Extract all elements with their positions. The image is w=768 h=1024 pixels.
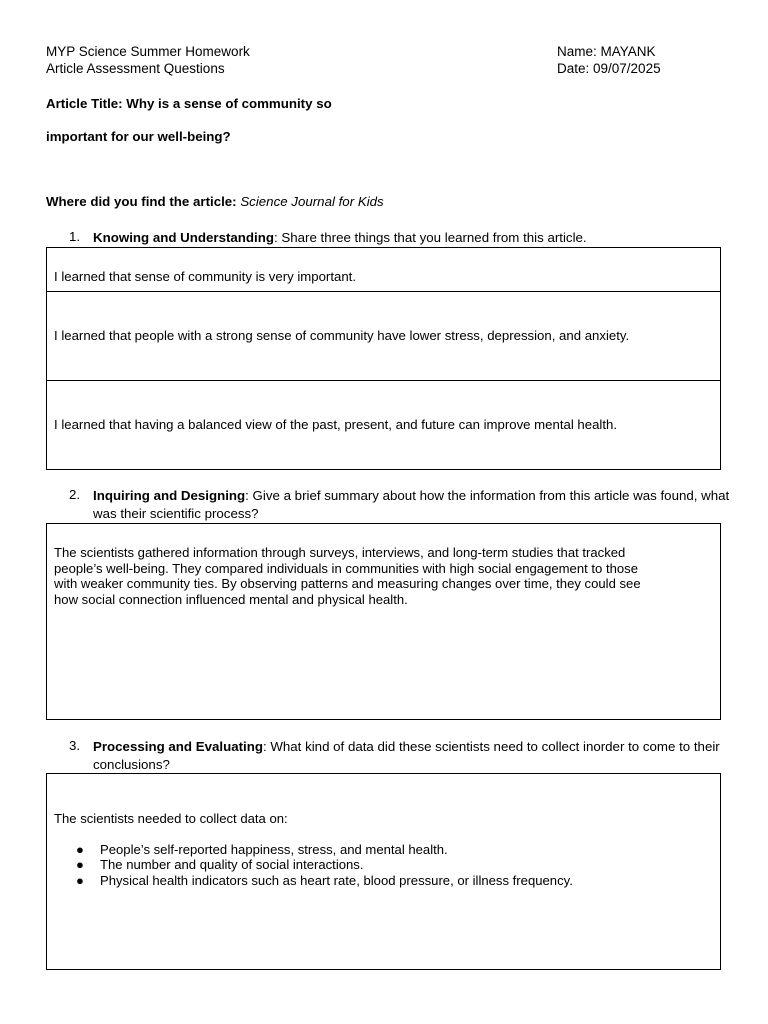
source-value: Science Journal for Kids — [240, 194, 384, 209]
q3-bullet-text-1: People’s self-reported happiness, stress, and mental health. — [100, 841, 448, 857]
q3-answer — [54, 811, 573, 888]
worksheet-subtitle: Article Assessment Questions — [46, 61, 225, 76]
student-name: Name: MAYANK — [557, 44, 656, 59]
list-item — [54, 873, 573, 889]
q2-prompt-text: : Give a brief summary about how the information from this article was found, what was their scientific process? — [93, 488, 730, 521]
q1-answer-3: I learned that having a balanced view of the past, present, and future can improve mental health. — [54, 417, 618, 432]
q3-prompt-text: : What kind of data did these scientists need to collect inorder to come to their conclusions? — [93, 739, 720, 772]
q1-prompt — [93, 229, 733, 247]
q2-answer-line-4: how social connection influenced mental and physical health. — [54, 591, 408, 607]
q3-bullet-list — [54, 842, 573, 889]
q1-number: 1. — [69, 229, 81, 244]
header-left — [46, 43, 250, 77]
course-title: MYP Science Summer Homework — [46, 44, 250, 59]
q2-prompt — [93, 487, 733, 522]
list-item — [54, 842, 573, 858]
bullet-icon: ● — [76, 841, 84, 857]
q2-answer-line-3: with weaker community ties. By observing patterns and measuring changes over time, they could see — [54, 576, 641, 591]
q2-answer-box — [46, 523, 721, 720]
q3-answer-box — [46, 773, 721, 970]
q3-bullet-text-2: The number and quality of social interactions. — [100, 857, 364, 872]
q1-heading: Knowing and Understanding — [93, 230, 274, 245]
q1-answer-1: I learned that sense of community is very important. — [54, 269, 356, 284]
q2-number: 2. — [69, 487, 81, 502]
header-right — [557, 43, 661, 77]
q1-answer-box-2 — [46, 291, 721, 381]
q1-answer-box-1 — [46, 247, 721, 292]
list-item — [54, 857, 573, 873]
article-title-line-1: Article Title: Why is a sense of community so — [46, 96, 332, 111]
q2-answer — [54, 545, 641, 607]
article-source — [46, 194, 384, 209]
q1-answer-box-3 — [46, 380, 721, 470]
article-title-line-2: important for our well-being? — [46, 129, 231, 144]
submission-date: Date: 09/07/2025 — [557, 61, 661, 76]
bullet-icon: ● — [76, 872, 84, 888]
q2-answer-line-1: The scientists gathered information through surveys, interviews, and long-term studies that tracked — [54, 545, 626, 560]
q2-heading: Inquiring and Designing — [93, 488, 246, 503]
q3-prompt — [93, 738, 733, 773]
q1-answer-2: I learned that people with a strong sense of community have lower stress, depression, and anxiety. — [54, 328, 630, 343]
bullet-icon: ● — [76, 857, 84, 872]
q3-answer-intro: The scientists needed to collect data on: — [54, 811, 288, 826]
q3-heading: Processing and Evaluating — [93, 739, 263, 754]
q2-answer-line-2: people’s well-being. They compared individuals in communities with high social engagement to those — [54, 560, 638, 576]
q3-number: 3. — [69, 738, 81, 753]
q3-bullet-text-3: Physical health indicators such as heart rate, blood pressure, or illness frequency. — [100, 872, 573, 888]
q1-prompt-text: : Share three things that you learned from this article. — [273, 230, 587, 245]
source-label: Where did you find the article: — [46, 194, 237, 209]
